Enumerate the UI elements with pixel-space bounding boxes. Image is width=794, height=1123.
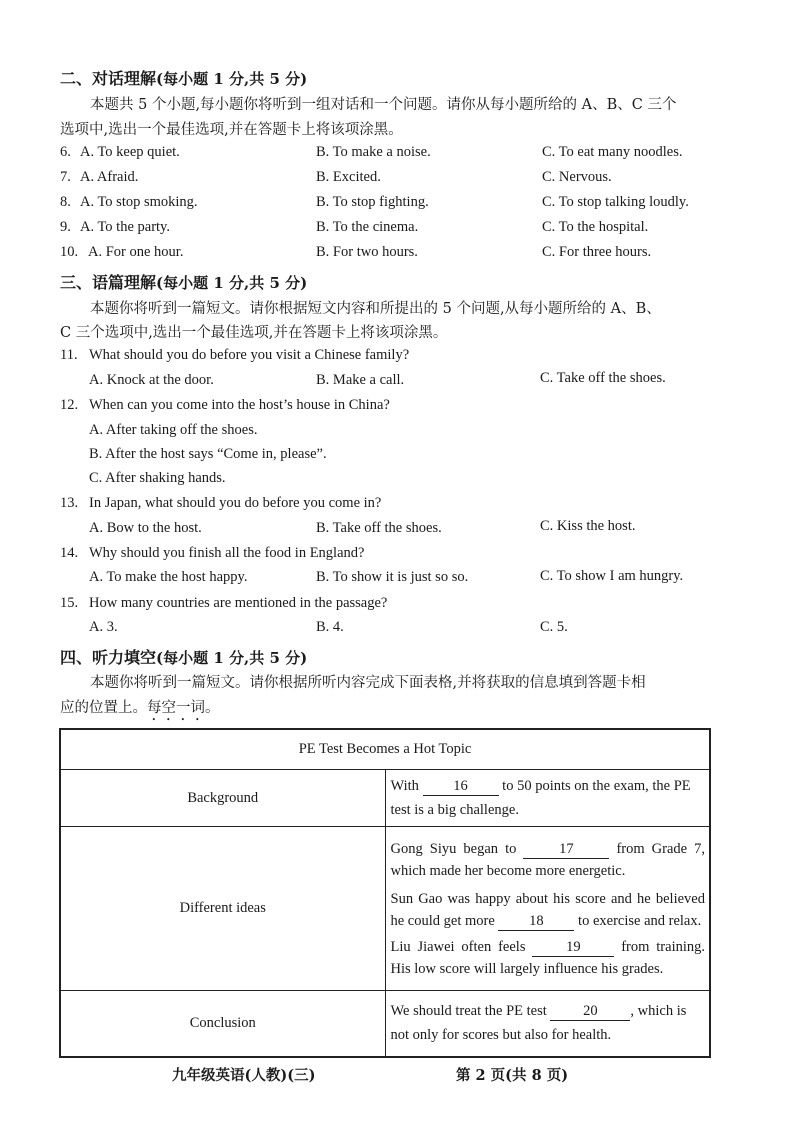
idea-sun-gao — [391, 888, 706, 932]
option-a: A. To stop smoking. — [80, 194, 198, 210]
table-title: PE Test Becomes a Hot Topic — [60, 729, 710, 770]
row-content — [385, 991, 710, 1057]
blank-16: 16 — [423, 777, 499, 796]
question-number: 8. — [60, 194, 71, 210]
row-label: Conclusion — [60, 991, 385, 1057]
option-c: C. Kiss the host. — [540, 518, 636, 534]
blank-20: 20 — [550, 1002, 630, 1021]
question-number: 14. — [60, 545, 79, 561]
option-a: A. To keep quiet. — [80, 144, 180, 160]
idea-liu-jiawei — [391, 936, 706, 980]
footer-page-number: 第 2 页(共 8 页) — [456, 1067, 569, 1084]
question-stem: How many countries are mentioned in the passage? — [89, 595, 388, 611]
intro-text-end: 。 — [205, 700, 220, 716]
question-number: 15. — [60, 595, 79, 611]
section4-heading — [60, 645, 307, 668]
option-a: A. 3. — [89, 619, 118, 635]
option-a: A. To the party. — [80, 219, 170, 235]
option-c: C. To show I am hungry. — [540, 568, 684, 584]
question-stem: When can you come into the host’s house in China? — [89, 397, 390, 413]
option-a: A. To make the host happy. — [89, 569, 248, 585]
row-label: Background — [60, 770, 385, 827]
section4-note: (每小题 1 分,共 5 分) — [156, 649, 308, 667]
question-stem: What should you do before you visit a Chinese family? — [89, 347, 410, 363]
option-b: B. To stop fighting. — [316, 194, 429, 210]
question-stem: Why should you finish all the food in England? — [89, 545, 365, 561]
option-c: C. After shaking hands. — [89, 470, 226, 486]
option-c: C. To stop talking loudly. — [542, 194, 689, 210]
option-c: C. To the hospital. — [542, 219, 649, 235]
question-number: 11. — [60, 347, 78, 363]
blank-17: 17 — [523, 840, 609, 859]
option-c: C. 5. — [540, 619, 568, 635]
option-b: B. To show it is just so so. — [316, 569, 469, 585]
option-b: B. Excited. — [316, 169, 381, 185]
row-label: Different ideas — [60, 827, 385, 991]
table-row-background — [60, 770, 710, 827]
emphasized-text: 每空一词 — [147, 700, 205, 716]
table-row-different-ideas — [60, 827, 710, 991]
option-b: B. To make a noise. — [316, 144, 431, 160]
idea-gong-siyu — [391, 838, 706, 882]
option-b: B. After the host says “Come in, please”. — [89, 446, 327, 462]
section2-intro-line2: 选项中,选出一个最佳选项,并在答题卡上将该项涂黑。 — [60, 122, 403, 138]
section2-note: (每小题 1 分,共 5 分) — [156, 70, 308, 88]
option-a: A. For one hour. — [88, 244, 184, 260]
text-segment: from Grade 7, which made her become more energetic. — [390, 840, 706, 879]
option-c: C. For three hours. — [542, 244, 652, 260]
option-b: B. For two hours. — [316, 244, 418, 260]
section3-intro-line1: 本题你将听到一篇短文。请你根据短文内容和所提出的 5 个问题,从每小题所给的 A、B、 — [90, 301, 661, 317]
question-number: 9. — [60, 219, 71, 235]
text-segment: from training. His low score will largely influence his grades. — [390, 938, 706, 977]
option-b: B. Make a call. — [316, 372, 405, 388]
footer-subject: 九年级英语(人教)(三) — [172, 1067, 316, 1084]
section4-intro-line2 — [60, 696, 220, 724]
question-number: 10. — [60, 244, 79, 260]
text-segment: to exercise and relax. — [578, 912, 702, 929]
section3-intro-line2: C 三个选项中,选出一个最佳选项,并在答题卡上将该项涂黑。 — [60, 325, 448, 341]
option-c: C. To eat many noodles. — [542, 144, 683, 160]
text-segment: , which is not only for scores but also for health. — [390, 1003, 687, 1044]
option-a: A. Afraid. — [80, 169, 139, 185]
option-a: A. After taking off the shoes. — [89, 422, 258, 438]
section2-heading — [60, 66, 307, 89]
text-segment: to 50 points on the exam, the PE test is a big challenge. — [390, 778, 691, 818]
section2-title: 二、对话理解 — [60, 69, 157, 88]
row-content — [385, 827, 710, 991]
table-title-row — [60, 729, 710, 770]
blank-19: 19 — [532, 938, 614, 957]
section3-title: 三、语篇理解 — [60, 273, 157, 292]
question-number: 7. — [60, 169, 71, 185]
option-b: B. 4. — [316, 619, 344, 635]
text-segment: Sun Gao was happy about his score and he believed he could get more — [390, 890, 705, 929]
option-a: A. Knock at the door. — [89, 372, 214, 388]
section3-heading — [60, 270, 307, 293]
option-c: C. Nervous. — [542, 169, 612, 185]
question-number: 12. — [60, 397, 79, 413]
table-row-conclusion — [60, 991, 710, 1057]
option-a: A. Bow to the host. — [89, 520, 202, 536]
pe-test-table — [59, 728, 711, 1058]
question-stem: In Japan, what should you do before you come in? — [89, 495, 382, 511]
row-content — [385, 770, 710, 827]
section2-intro-line1: 本题共 5 个小题,每小题你将听到一组对话和一个问题。请你从每小题所给的 A、B、C 三个 — [90, 97, 677, 113]
text-segment: Liu Jiawei often feels — [390, 938, 526, 955]
question-number: 6. — [60, 144, 71, 160]
option-b: B. Take off the shoes. — [316, 520, 442, 536]
section4-intro-line1: 本题你将听到一篇短文。请你根据所听内容完成下面表格,并将获取的信息填到答题卡相 — [90, 675, 646, 691]
intro-text: 应的位置上。 — [60, 700, 147, 716]
question-number: 13. — [60, 495, 79, 511]
section3-note: (每小题 1 分,共 5 分) — [156, 274, 308, 292]
text-segment: We should treat the PE test — [390, 1003, 547, 1020]
option-c: C. Take off the shoes. — [540, 370, 666, 386]
option-b: B. To the cinema. — [316, 219, 419, 235]
blank-18: 18 — [498, 912, 574, 931]
section4-title: 四、听力填空 — [60, 648, 157, 667]
text-segment: Gong Siyu began to — [390, 840, 517, 857]
text-segment: With — [390, 778, 419, 794]
